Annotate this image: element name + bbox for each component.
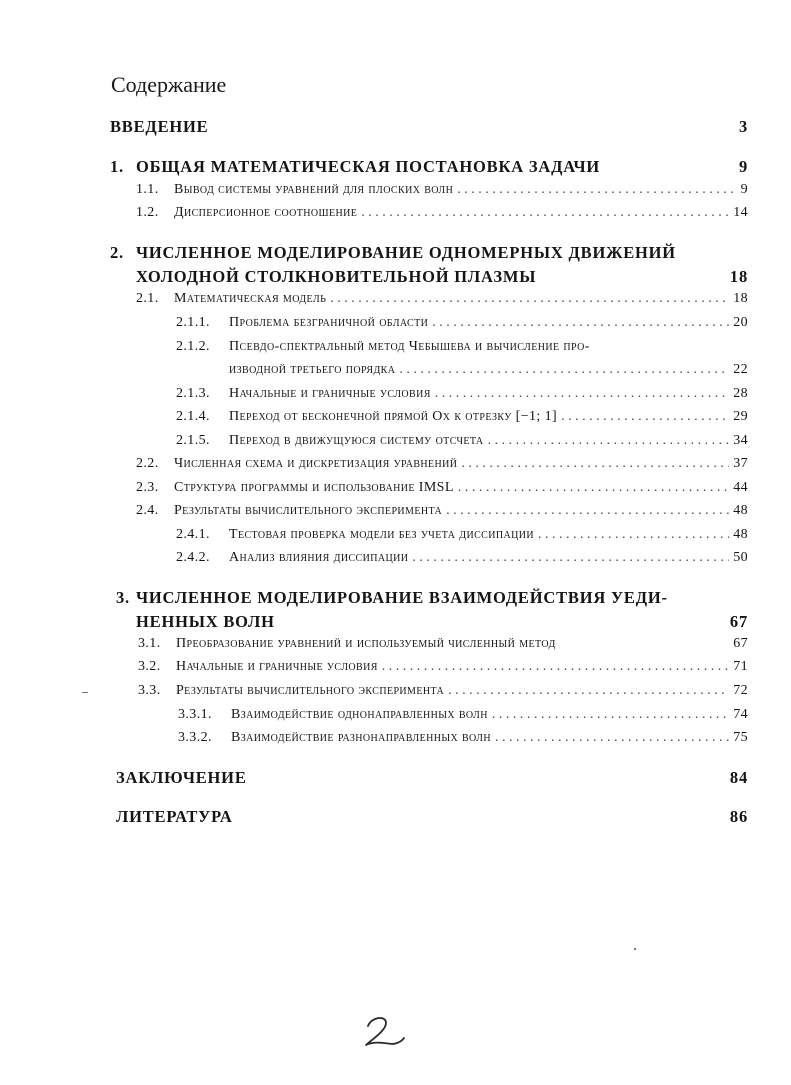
entry-page: 3	[738, 117, 748, 136]
toc-entry-2-1-1[interactable]	[176, 315, 748, 331]
entry-label: Взаимодействие однонаправленных волн	[231, 707, 488, 722]
entry-page: 48	[733, 503, 748, 518]
entry-page: 9	[738, 157, 748, 176]
entry-page: 22	[733, 362, 748, 377]
entry-number: 2.4.1.	[176, 527, 210, 542]
dot-leader	[330, 291, 729, 307]
entry-page: 84	[729, 768, 748, 787]
entry-page: 74	[733, 707, 748, 722]
entry-page: 67	[729, 612, 748, 631]
entry-label: Начальные и граничные условия	[229, 386, 431, 401]
entry-page: 37	[733, 456, 748, 471]
entry-label: ЧИСЛЕННОЕ МОДЕЛИРОВАНИЕ ОДНОМЕРНЫХ ДВИЖЕНИЙ	[136, 243, 676, 262]
entry-label: Численная схема и дискретизация уравнений	[174, 456, 458, 471]
entry-number: 2.2.	[136, 456, 159, 471]
dot-leader	[432, 315, 729, 331]
dot-leader	[458, 480, 729, 496]
toc-entry-2-1-5[interactable]	[176, 433, 748, 449]
dot-leader	[361, 205, 729, 221]
toc-entry-1-1[interactable]	[136, 182, 748, 198]
entry-page: 72	[733, 683, 748, 698]
entry-label: ВВЕДЕНИЕ	[110, 117, 209, 136]
toc-entry-references[interactable]	[116, 807, 748, 827]
dot-leader	[446, 503, 729, 519]
entry-page: 44	[733, 480, 748, 495]
entry-label: ЛИТЕРАТУРА	[116, 807, 233, 826]
toc-entry-chapter-2[interactable]	[110, 243, 748, 263]
toc-entry-chapter-2-cont[interactable]	[136, 267, 748, 287]
toc-entry-3-3-1[interactable]	[178, 707, 748, 723]
scan-speck	[634, 948, 636, 950]
dot-leader	[461, 456, 729, 472]
toc-entry-3-3[interactable]	[138, 683, 748, 699]
entry-label: Псевдо-спектральный метод Чебышева и вычисление про-	[229, 339, 590, 354]
entry-page: 75	[733, 730, 748, 745]
page-title: Содержание	[111, 72, 227, 97]
entry-number: 2.1.4.	[176, 409, 210, 424]
dot-leader	[399, 362, 729, 378]
entry-label: Переход от бесконечной прямой Ox к отрезку [−1; 1]	[229, 409, 558, 424]
entry-number: 2.1.2.	[176, 339, 210, 354]
entry-number: 3.	[116, 588, 130, 607]
entry-label: Вывод системы уравнений для плоских волн	[174, 182, 454, 197]
dot-leader	[561, 409, 729, 425]
toc-entry-2-2[interactable]	[136, 456, 748, 472]
entry-number: 1.	[110, 157, 124, 176]
entry-number: 3.3.1.	[178, 707, 212, 722]
entry-number: 3.1.	[138, 636, 161, 651]
dot-leader	[457, 182, 736, 198]
dot-leader	[448, 683, 729, 699]
toc-entry-chapter-1[interactable]	[110, 157, 748, 177]
entry-label: Начальные и граничные условия	[176, 659, 378, 674]
entry-number: 2.3.	[136, 480, 159, 495]
entry-page: 29	[733, 409, 748, 424]
toc-entry-introduction[interactable]	[110, 117, 748, 137]
dot-leader	[412, 550, 729, 566]
entry-number: 2.4.	[136, 503, 159, 518]
toc-entry-2-1-3[interactable]	[176, 386, 748, 402]
entry-label-cont: ХОЛОДНОЙ СТОЛКНОВИТЕЛЬНОЙ ПЛАЗМЫ	[136, 267, 537, 286]
entry-page: 34	[733, 433, 748, 448]
toc-entry-3-2[interactable]	[138, 659, 748, 675]
toc-entry-2-4[interactable]	[136, 503, 748, 519]
entry-label-cont: изводной третьего порядка	[229, 362, 396, 377]
toc-entry-3-1[interactable]	[138, 636, 748, 652]
entry-page: 28	[733, 386, 748, 401]
toc-entry-2-3[interactable]	[136, 480, 748, 496]
entry-number: 3.2.	[138, 659, 161, 674]
entry-number: 3.3.2.	[178, 730, 212, 745]
toc-entry-2-1-4[interactable]	[176, 409, 748, 425]
entry-number: 2.	[110, 243, 124, 262]
entry-page: 86	[729, 807, 748, 826]
toc-entry-chapter-3[interactable]	[116, 588, 748, 608]
scan-speck	[82, 692, 88, 693]
entry-label: ЗАКЛЮЧЕНИЕ	[116, 768, 247, 787]
entry-page: 14	[733, 205, 748, 220]
entry-number: 2.1.5.	[176, 433, 210, 448]
entry-number: 1.2.	[136, 205, 159, 220]
entry-label: Математическая модель	[174, 291, 327, 306]
entry-number: 3.3.	[138, 683, 161, 698]
toc-entry-2-1-2-cont[interactable]	[229, 362, 748, 378]
entry-page: 50	[733, 550, 748, 565]
entry-label: Переход в движущуюся систему отсчета	[229, 433, 484, 448]
dot-leader	[538, 527, 729, 543]
entry-page: 18	[733, 291, 748, 306]
entry-page: 18	[729, 267, 748, 286]
toc-entry-2-1-2[interactable]	[176, 339, 748, 355]
toc-entry-conclusion[interactable]	[116, 768, 748, 788]
entry-label: Структура программы и использование IMSL	[174, 480, 454, 495]
entry-label: Анализ влияния диссипации	[229, 550, 409, 565]
toc-entry-3-3-2[interactable]	[178, 730, 748, 746]
entry-label: Преобразование уравнений и используемый численный метод	[176, 636, 556, 651]
entry-label-cont: НЕННЫХ ВОЛН	[136, 612, 275, 631]
dot-leader	[492, 707, 729, 723]
entry-label: Результаты вычислительного эксперимента	[176, 683, 445, 698]
entry-label: Тестовая проверка модели без учета диссипации	[229, 527, 534, 542]
toc-entry-2-1[interactable]	[136, 291, 748, 307]
entry-number: 2.1.1.	[176, 315, 210, 330]
entry-label: Дисперсионное соотношение	[174, 205, 358, 220]
entry-page: 20	[733, 315, 748, 330]
dot-leader	[382, 659, 729, 675]
entry-page: 48	[733, 527, 748, 542]
entry-page: 71	[733, 659, 748, 674]
entry-number: 2.1.	[136, 291, 159, 306]
toc-entry-chapter-3-cont[interactable]	[136, 612, 748, 632]
entry-label: ЧИСЛЕННОЕ МОДЕЛИРОВАНИЕ ВЗАИМОДЕЙСТВИЯ УЕДИ-	[136, 588, 668, 607]
dot-leader	[495, 730, 729, 746]
entry-number: 1.1.	[136, 182, 159, 197]
toc-entry-2-4-2[interactable]	[176, 550, 748, 566]
handwritten-page-number	[362, 1012, 406, 1052]
entry-label: Взаимодействие разнонаправленных волн	[231, 730, 491, 745]
entry-number: 2.1.3.	[176, 386, 210, 401]
entry-label: ОБЩАЯ МАТЕМАТИЧЕСКАЯ ПОСТАНОВКА ЗАДАЧИ	[136, 157, 600, 176]
entry-number: 2.4.2.	[176, 550, 210, 565]
dot-leader	[435, 386, 729, 402]
dot-leader	[488, 433, 730, 449]
entry-page: 9	[740, 182, 748, 197]
toc-entry-2-4-1[interactable]	[176, 527, 748, 543]
entry-label: Результаты вычислительного эксперимента	[174, 503, 443, 518]
toc-entry-1-2[interactable]	[136, 205, 748, 221]
entry-page: 67	[733, 636, 748, 651]
entry-label: Проблема безграничной области	[229, 315, 429, 330]
